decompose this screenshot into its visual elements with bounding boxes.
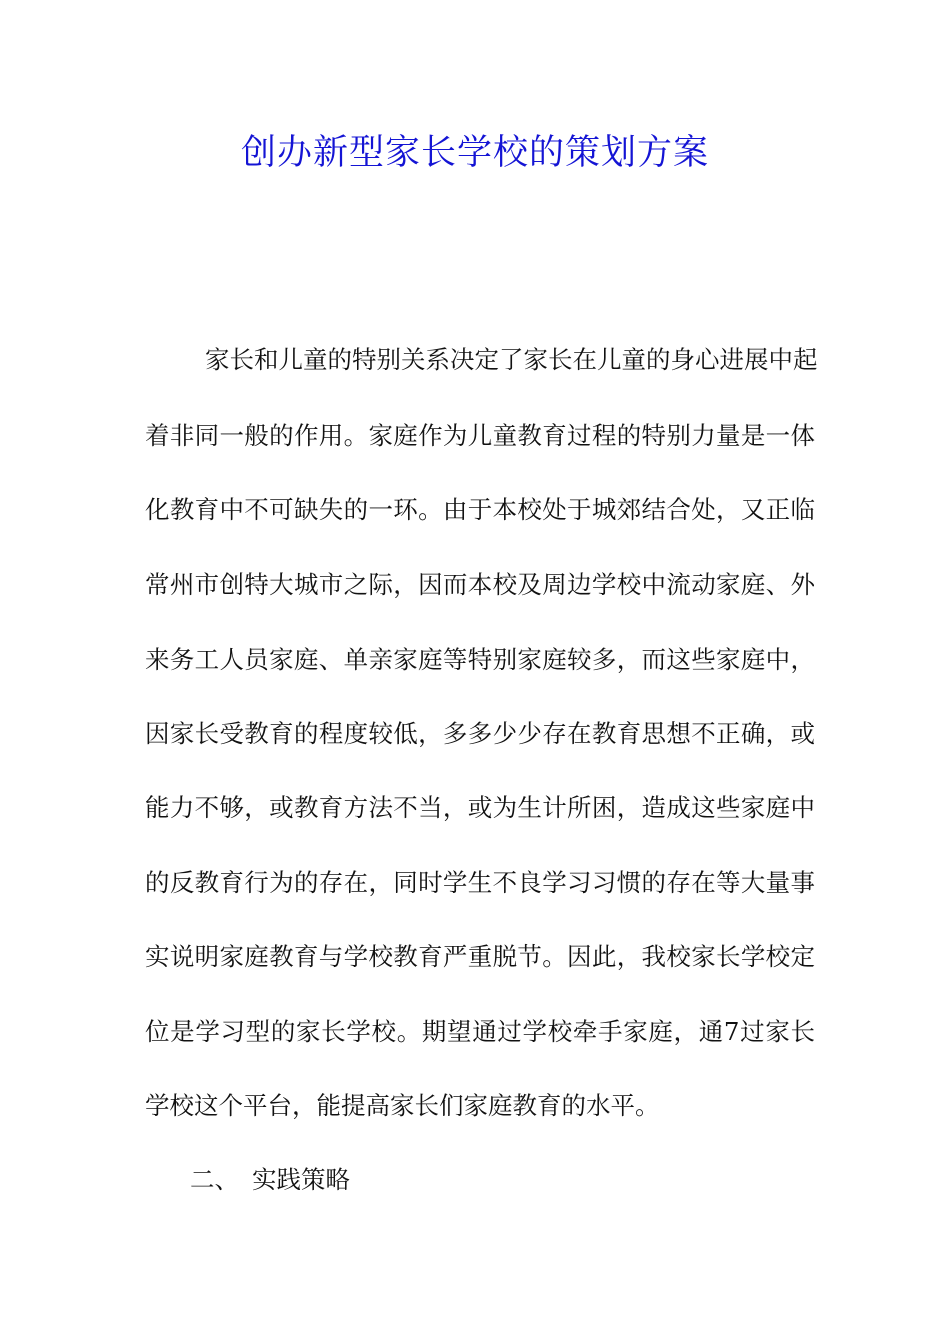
- section-heading: [190, 1160, 350, 1200]
- paragraph-line: 位是学习型的家长学校。期望通过学校牵手家庭，通7过家长: [145, 1017, 815, 1046]
- paragraph-line: 因家长受教育的程度较低，多多少少存在教育思想不正确，或: [145, 719, 815, 748]
- paragraph-line: 家长和儿童的特别关系决定了家长在儿童的身心进展中起: [205, 345, 818, 374]
- paragraph-line: 来务工人员家庭、单亲家庭等特别家庭较多，而这些家庭中，: [145, 645, 815, 674]
- paragraph-line: 的反教育行为的存在，同时学生不良学习习惯的存在等大量事: [145, 868, 815, 897]
- paragraph-line: 能力不够，或教育方法不当，或为生计所困，造成这些家庭中: [145, 793, 815, 822]
- paragraph-line: 实说明家庭教育与学校教育严重脱节。因此，我校家长学校定: [145, 942, 815, 971]
- paragraph-line: 学校这个平台，能提高家长们家庭教育的水平。: [145, 1091, 660, 1120]
- document-title: 创办新型家长学校的策划方案: [240, 133, 709, 173]
- section-number: 二、: [190, 1165, 239, 1194]
- paragraph-line: 常州市创特大城市之际，因而本校及周边学校中流动家庭、外: [145, 570, 815, 599]
- paragraph-line: 化教育中不可缺失的一环。由于本校处于城郊结合处，又正临: [145, 495, 815, 524]
- section-title: 实践策略: [252, 1165, 350, 1194]
- paragraph-line: 着非同一般的作用。家庭作为儿童教育过程的特别力量是一体: [145, 421, 815, 450]
